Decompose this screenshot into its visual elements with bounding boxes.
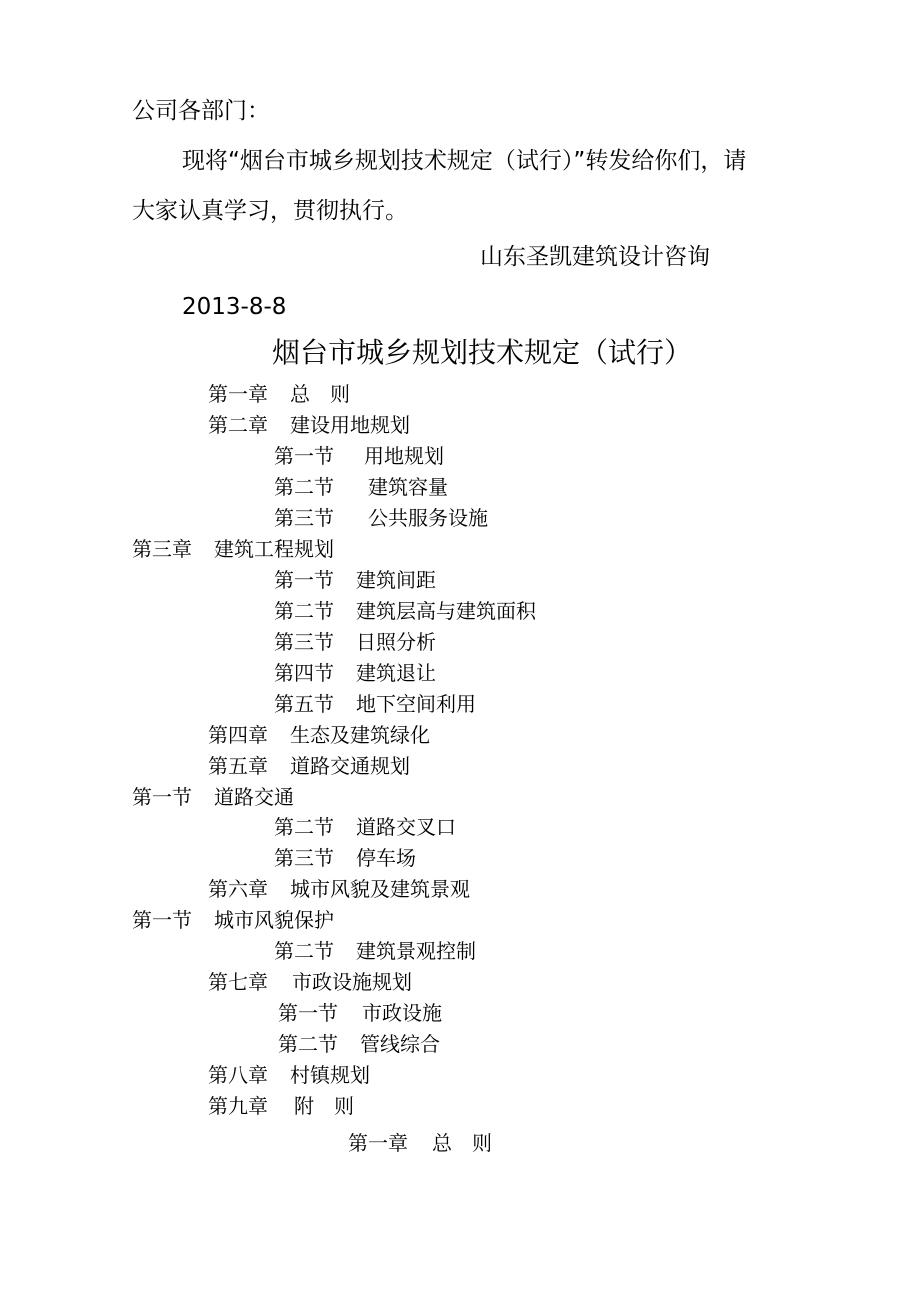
- toc-title: 建筑容量: [368, 475, 448, 499]
- toc-item-section: [278, 1003, 442, 1023]
- toc-number: 第一节: [274, 444, 334, 468]
- toc-item-section: [274, 694, 476, 714]
- toc-number: 第七章: [208, 970, 268, 994]
- toc-number: 第一节: [132, 908, 192, 932]
- toc-item-section: [274, 570, 436, 590]
- toc-number: 第五章: [208, 754, 268, 778]
- toc-title: 城市风貌及建筑景观: [290, 877, 470, 901]
- toc-item-chapter-8: [208, 1065, 370, 1085]
- toc-title: 生态及建筑绿化: [290, 723, 430, 747]
- toc-number: 第三节: [274, 846, 334, 870]
- toc-number: 第二节: [274, 475, 334, 499]
- toc-title: 市政设施规划: [292, 970, 412, 994]
- toc-number: 第四节: [274, 661, 334, 685]
- toc-item-chapter-1: [208, 384, 350, 404]
- toc-title: 城市风貌保护: [214, 908, 334, 932]
- toc-title: 市政设施: [362, 1001, 442, 1025]
- letter-body-line-1: 现将“烟台市城乡规划技术规定（试行）”转发给你们，请: [182, 148, 747, 174]
- toc-item-chapter-6: [208, 879, 470, 899]
- letter-salutation: 公司各部门：: [132, 98, 270, 124]
- toc-number: 第一章: [208, 382, 268, 406]
- toc-number: 第五节: [274, 692, 334, 716]
- toc-number: 第二章: [208, 413, 268, 437]
- letter-signature: 山东圣凯建筑设计咨询: [480, 244, 710, 270]
- toc-number: 第四章: [208, 723, 268, 747]
- toc-number: 第一节: [132, 785, 192, 809]
- chapter-heading: [348, 1133, 492, 1153]
- chapter-title: 总 则: [432, 1131, 492, 1155]
- toc-item-section: [132, 910, 334, 930]
- toc-title: 道路交通规划: [290, 754, 410, 778]
- toc-item-chapter-5: [208, 756, 410, 776]
- toc-item-section: [274, 446, 444, 466]
- letter-date: 2013-8-8: [182, 294, 287, 320]
- toc-item-section: [132, 787, 294, 807]
- toc-number: 第六章: [208, 877, 268, 901]
- toc-item-section: [274, 508, 488, 528]
- letter-body-line-2: 大家认真学习，贯彻执行。: [132, 198, 408, 224]
- toc-number: 第二节: [278, 1032, 338, 1056]
- toc-title: 建筑退让: [356, 661, 436, 685]
- toc-item-section: [274, 632, 436, 652]
- toc-number: 第三节: [274, 630, 334, 654]
- toc-title: 地下空间利用: [356, 692, 476, 716]
- toc-item-section: [274, 817, 456, 837]
- toc-item-chapter-9: [208, 1096, 354, 1116]
- toc-title: 村镇规划: [290, 1063, 370, 1087]
- toc-title: 公共服务设施: [368, 506, 488, 530]
- toc-title: 建筑间距: [356, 568, 436, 592]
- toc-number: 第二节: [274, 599, 334, 623]
- toc-item-section: [274, 477, 448, 497]
- toc-title: 管线综合: [360, 1032, 440, 1056]
- toc-title: 建设用地规划: [290, 413, 410, 437]
- toc-title: 建筑工程规划: [214, 537, 334, 561]
- toc-title: 道路交叉口: [356, 815, 456, 839]
- toc-item-section: [274, 941, 476, 961]
- toc-item-chapter-4: [208, 725, 430, 745]
- toc-title: 用地规划: [364, 444, 444, 468]
- toc-title: 建筑景观控制: [356, 939, 476, 963]
- toc-item-section: [274, 848, 416, 868]
- toc-title: 建筑层高与建筑面积: [356, 599, 536, 623]
- toc-number: 第一节: [278, 1001, 338, 1025]
- toc-number: 第三章: [132, 537, 192, 561]
- toc-item-section: [274, 601, 536, 621]
- toc-title: 附 则: [294, 1094, 354, 1118]
- toc-number: 第九章: [208, 1094, 268, 1118]
- toc-title: 停车场: [356, 846, 416, 870]
- toc-title: 道路交通: [214, 785, 294, 809]
- toc-item-chapter-7: [208, 972, 412, 992]
- toc-number: 第二节: [274, 815, 334, 839]
- toc-title: 总 则: [290, 382, 350, 406]
- toc-title: 日照分析: [356, 630, 436, 654]
- toc-item-section: [274, 663, 436, 683]
- toc-item-chapter-2: [208, 415, 410, 435]
- toc-number: 第三节: [274, 506, 334, 530]
- toc-number: 第八章: [208, 1063, 268, 1087]
- chapter-number: 第一章: [348, 1131, 408, 1155]
- document-title: 烟台市城乡规划技术规定（试行）: [272, 336, 693, 369]
- toc-number: 第一节: [274, 568, 334, 592]
- toc-item-chapter-3: [132, 539, 334, 559]
- toc-item-section: [278, 1034, 440, 1054]
- toc-number: 第二节: [274, 939, 334, 963]
